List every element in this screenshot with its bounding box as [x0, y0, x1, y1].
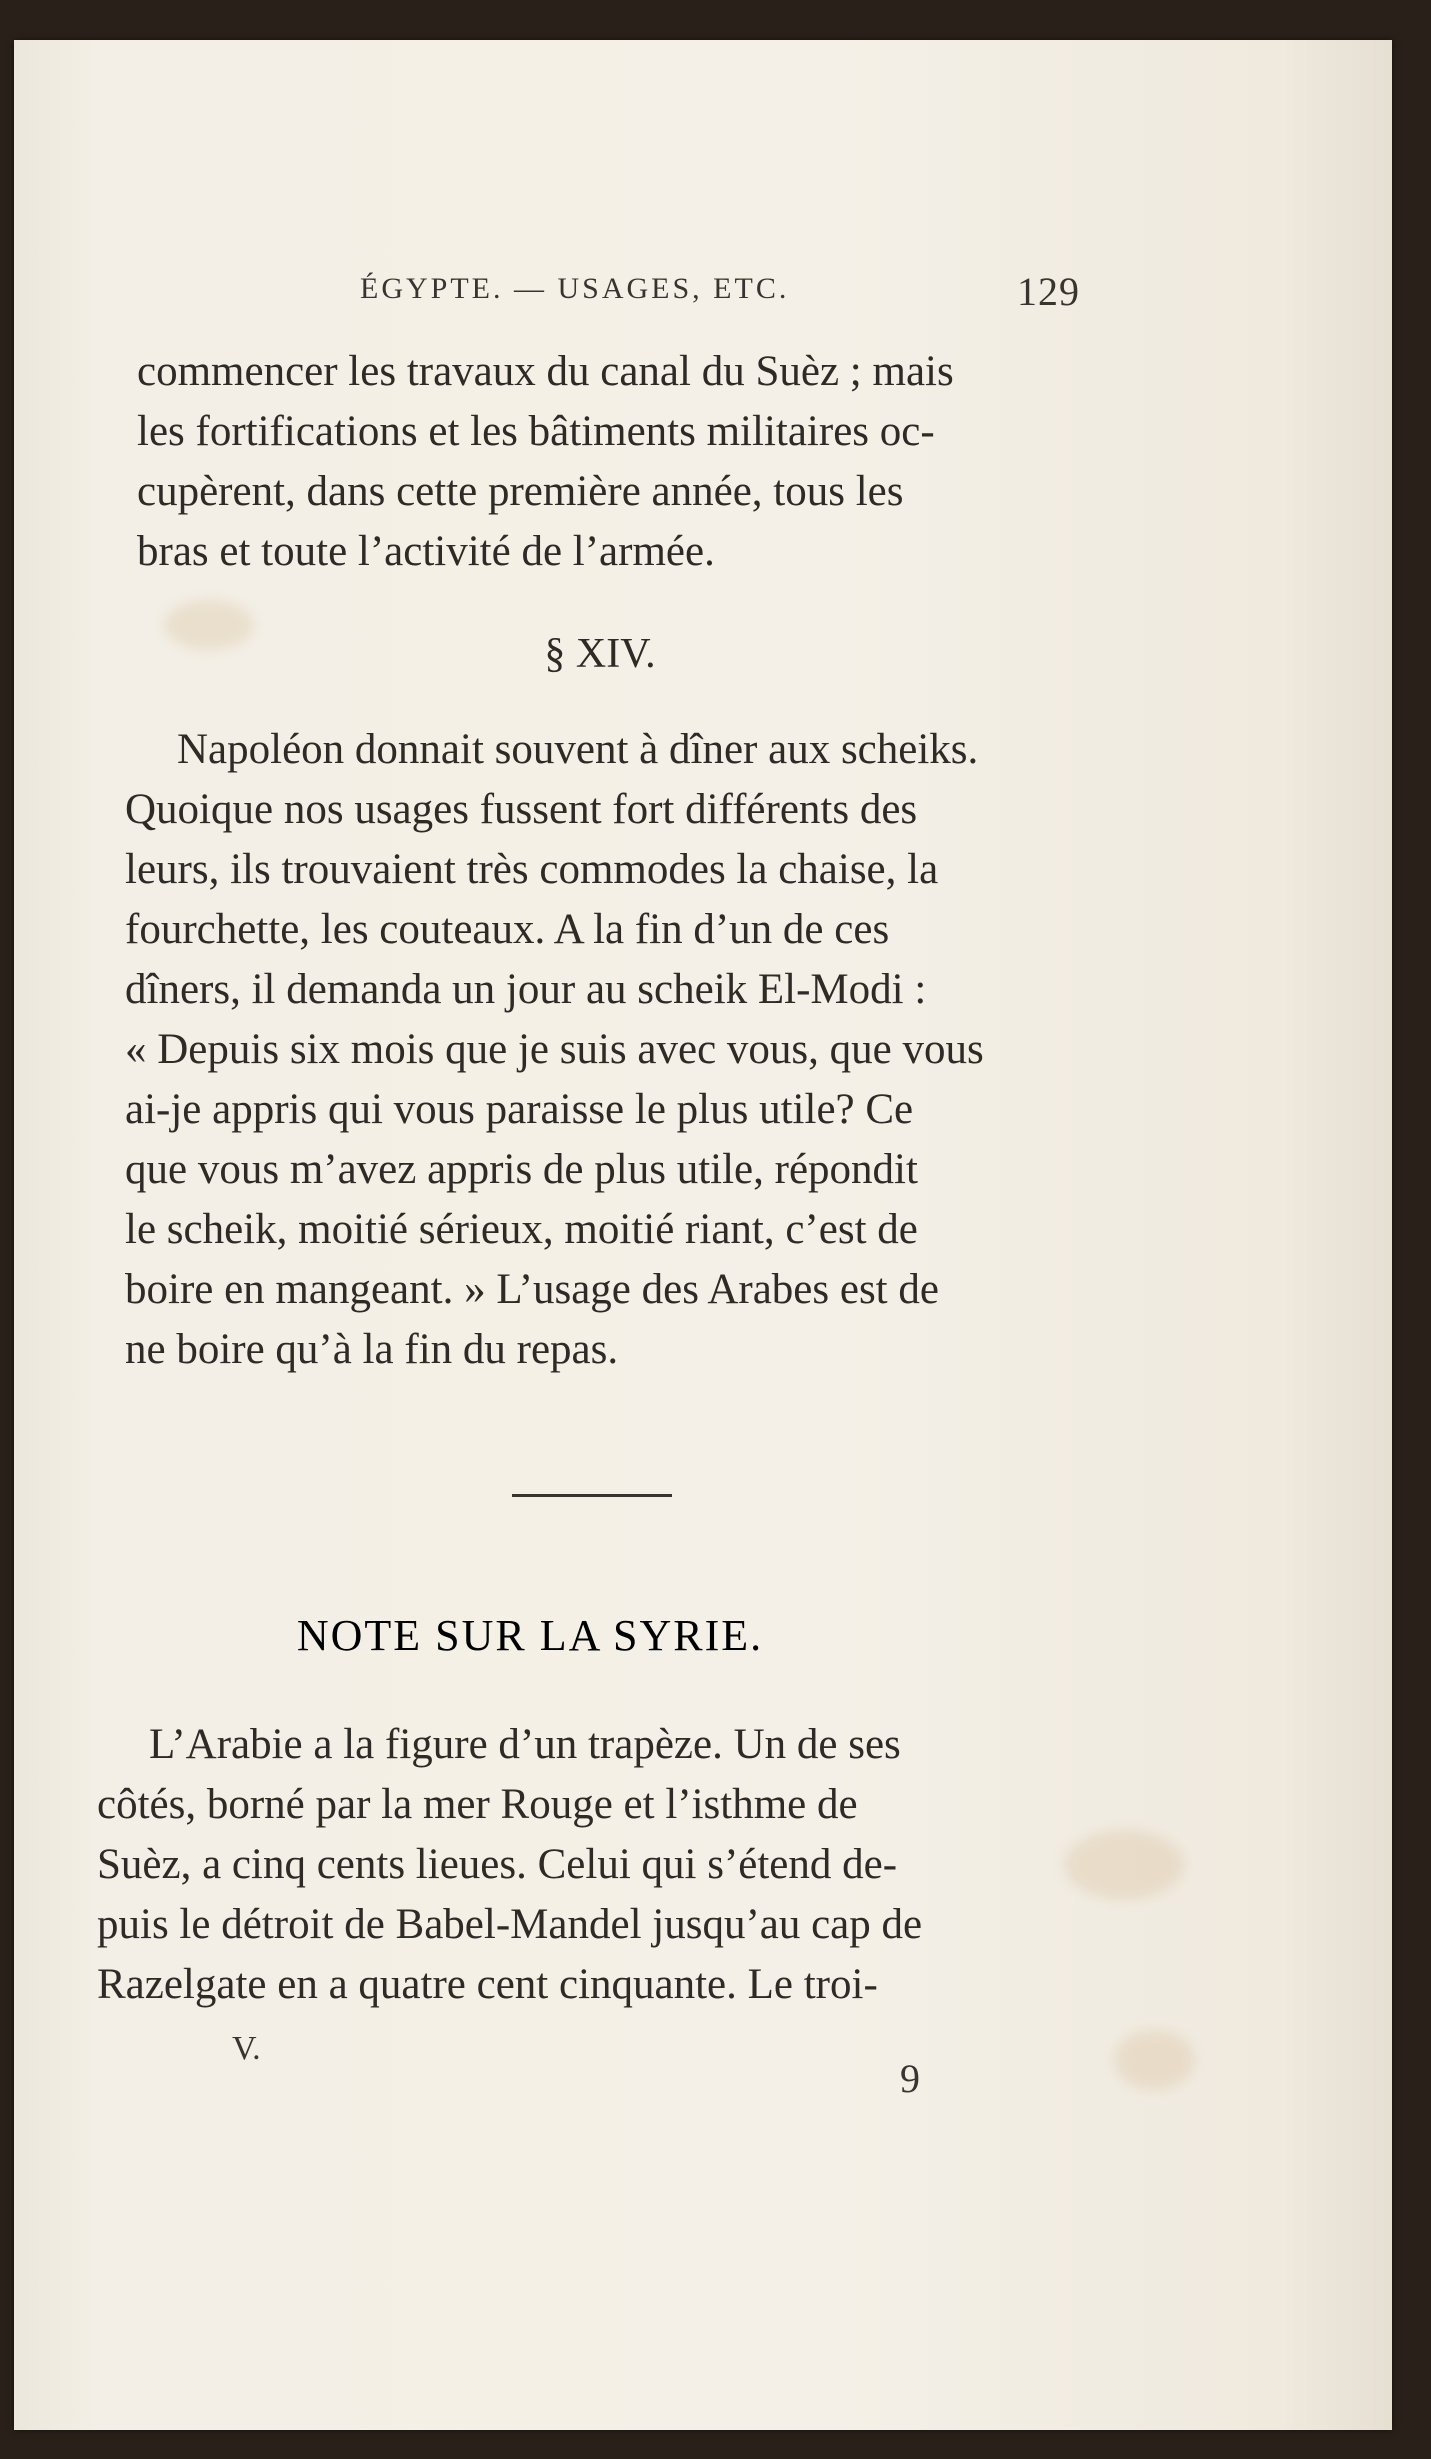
- text-line: que vous m’avez appris de plus utile, répondit: [125, 1146, 918, 1193]
- folio-number: 9: [900, 2056, 920, 2101]
- text-line: Quoique nos usages fussent fort différents des: [125, 786, 918, 833]
- paragraph-canal: [137, 342, 954, 582]
- text-line: côtés, borné par la mer Rouge et l’isthme de: [97, 1781, 858, 1828]
- paragraph-napoleon: [125, 720, 984, 1380]
- text-line: Suèz, a cinq cents lieues. Celui qui s’étend de-: [97, 1841, 898, 1888]
- text-line: leurs, ils trouvaient très commodes la chaise, la: [125, 846, 939, 893]
- text-line: puis le détroit de Babel-Mandel jusqu’au cap de: [97, 1901, 923, 1948]
- text-line: ai-je appris qui vous paraisse le plus utile? Ce: [125, 1086, 914, 1133]
- text-line: « Depuis six mois que je suis avec vous, que vous: [125, 1026, 984, 1073]
- section-heading: § XIV.: [544, 631, 656, 677]
- running-title: ÉGYPTE. — USAGES, ETC.: [360, 272, 790, 305]
- text-line: ne boire qu’à la fin du repas.: [125, 1326, 619, 1373]
- text-line: bras et toute l’activité de l’armée.: [137, 528, 715, 575]
- paragraph-arabie: [97, 1715, 922, 2015]
- note-title: NOTE SUR LA SYRIE.: [296, 1611, 764, 1660]
- text-line: boire en mangeant. » L’usage des Arabes est de: [125, 1266, 939, 1313]
- text-line: Napoléon donnait souvent à dîner aux scheiks.: [177, 726, 979, 773]
- page-number: 129: [1017, 269, 1080, 314]
- text-line: L’Arabie a la figure d’un trapèze. Un de ses: [149, 1721, 901, 1768]
- text-line: les fortifications et les bâtiments militaires oc-: [137, 408, 935, 455]
- signature-mark: V.: [232, 2030, 261, 2067]
- text-line: cupèrent, dans cette première année, tous les: [137, 468, 904, 515]
- text-column: [125, 0, 1075, 2459]
- text-line: Razelgate en a quatre cent cinquante. Le troi-: [97, 1961, 878, 2008]
- separator-rule: [512, 1494, 672, 1497]
- text-line: dîners, il demanda un jour au scheik El-Modi :: [125, 966, 927, 1013]
- text-line: commencer les travaux du canal du Suèz ; mais: [137, 348, 954, 395]
- text-line: fourchette, les couteaux. A la fin d’un de ces: [125, 906, 890, 953]
- text-line: le scheik, moitié sérieux, moitié riant, c’est de: [125, 1206, 918, 1253]
